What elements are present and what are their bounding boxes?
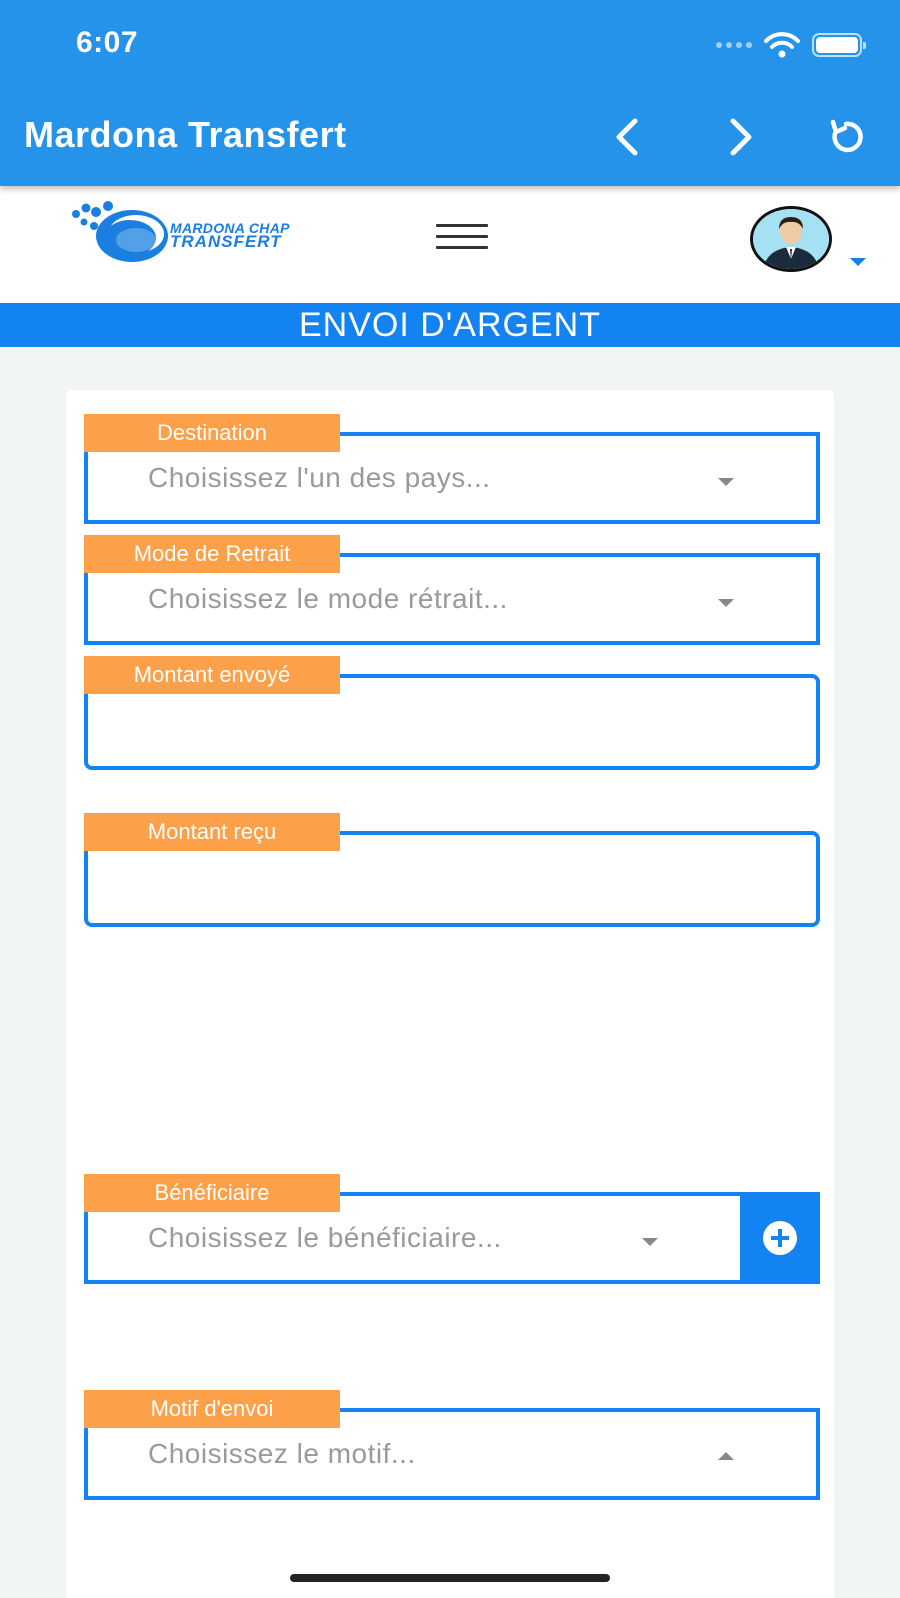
person-silhouette-icon	[753, 209, 829, 269]
back-arrow-icon	[611, 117, 641, 157]
montant-envoye-label: Montant envoyé	[84, 656, 340, 694]
page-header	[0, 186, 900, 303]
chevron-down-icon	[718, 478, 734, 486]
home-indicator[interactable]	[290, 1574, 610, 1582]
montant-recu-label: Montant reçu	[84, 813, 340, 851]
forward-button[interactable]	[720, 112, 764, 162]
logo-mark-icon	[70, 200, 170, 272]
chevron-down-icon	[718, 599, 734, 607]
beneficiaire-placeholder: Choisissez le bénéficiaire...	[148, 1222, 502, 1253]
destination-placeholder: Choisissez l'un des pays...	[148, 462, 491, 493]
beneficiaire-label: Bénéficiaire	[84, 1174, 340, 1212]
app-title: Mardona Transfert	[24, 114, 347, 155]
mode-retrait-label: Mode de Retrait	[84, 535, 340, 573]
add-beneficiary-button[interactable]	[740, 1192, 820, 1284]
page-title: ENVOI D'ARGENT	[0, 303, 900, 347]
motif-placeholder: Choisissez le motif...	[148, 1438, 416, 1469]
mode-retrait-placeholder: Choisissez le mode rétrait...	[148, 583, 508, 614]
hamburger-icon[interactable]	[436, 224, 488, 254]
cellular-signal-icon	[716, 42, 752, 48]
status-icons	[716, 30, 862, 60]
chevron-down-icon	[642, 1238, 658, 1246]
reload-button[interactable]	[824, 112, 868, 162]
app-bar	[0, 0, 900, 186]
reload-icon	[826, 117, 866, 157]
destination-label: Destination	[84, 414, 340, 452]
wifi-icon	[764, 31, 800, 59]
logo-text	[170, 220, 290, 251]
logo-line1: MARDONA CHAP	[170, 220, 290, 236]
plus-circle-icon	[763, 1221, 797, 1255]
logo-line2: TRANSFERT	[170, 232, 282, 251]
transfer-form	[66, 390, 834, 1598]
status-time: 6:07	[76, 26, 139, 59]
chevron-down-icon[interactable]	[850, 258, 866, 266]
forward-arrow-icon	[727, 117, 757, 157]
motif-label: Motif d'envoi	[84, 1390, 340, 1428]
battery-icon	[812, 33, 862, 57]
user-avatar-icon[interactable]	[750, 206, 832, 272]
logo[interactable]	[70, 200, 350, 272]
chevron-up-icon	[718, 1452, 734, 1460]
back-button[interactable]	[604, 112, 648, 162]
